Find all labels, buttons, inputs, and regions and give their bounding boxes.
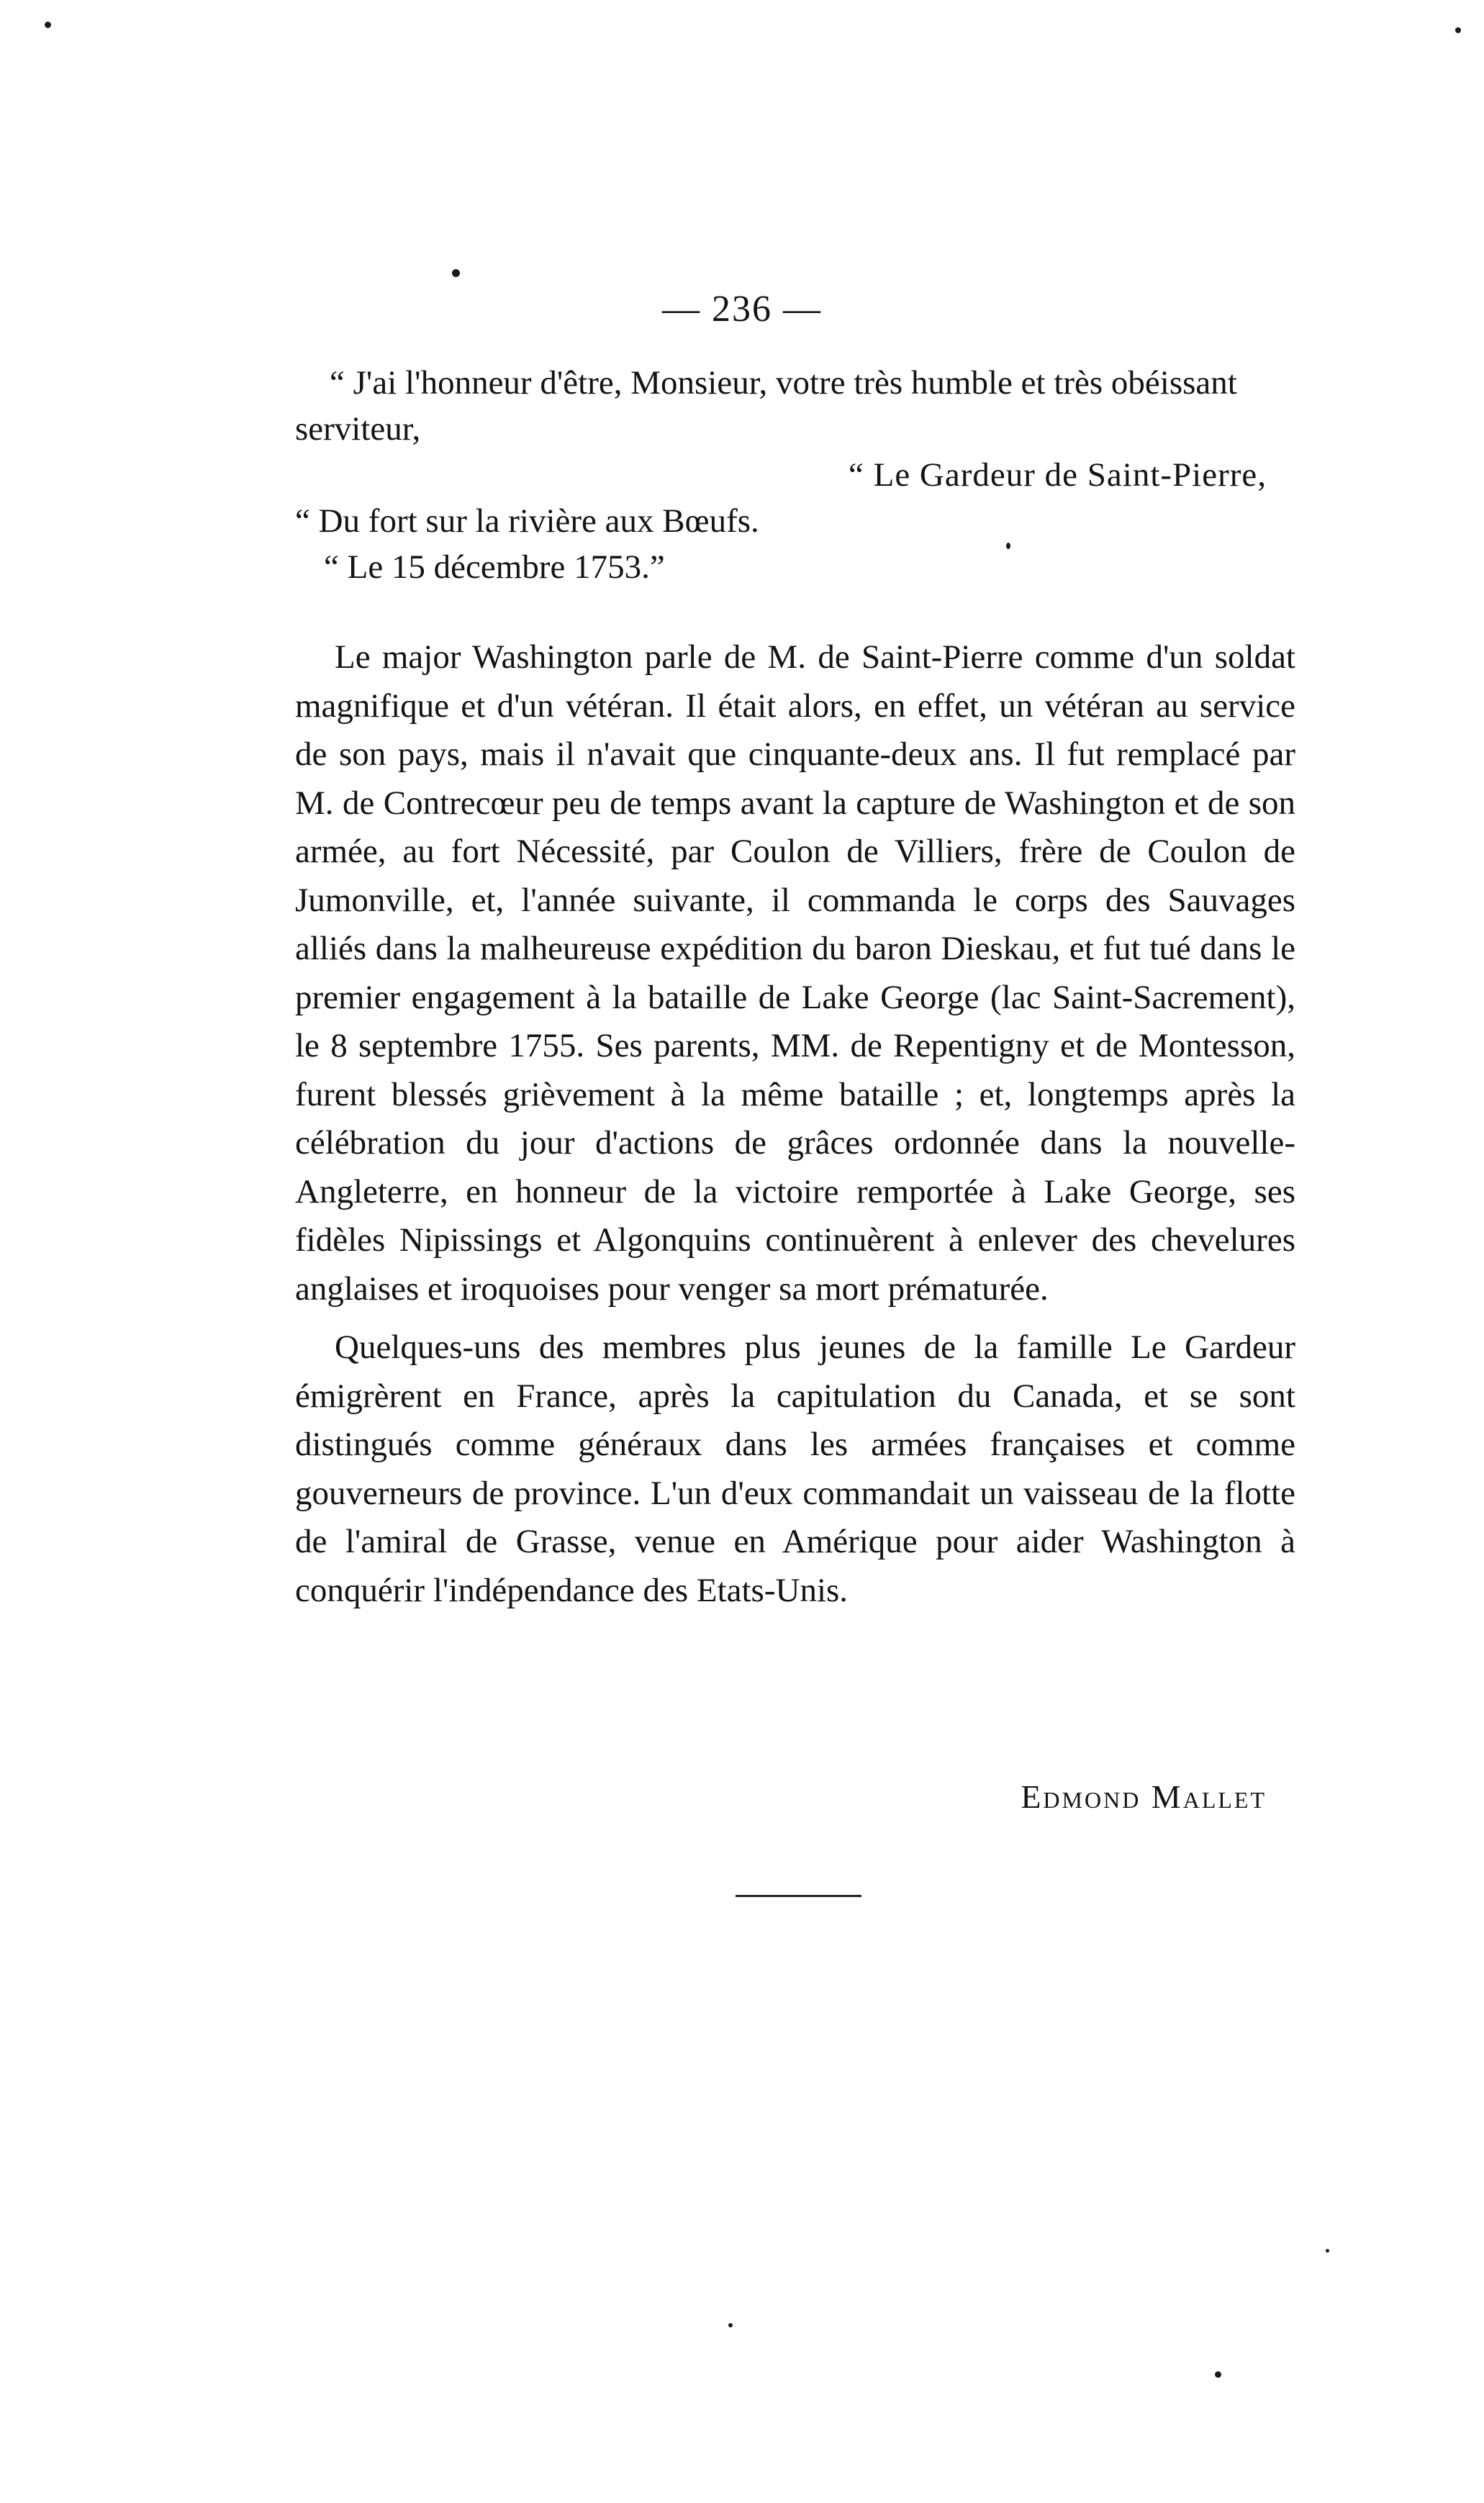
- scan-speck: [45, 22, 51, 28]
- letter-date: “ Le 15 décembre 1753.”: [324, 548, 665, 586]
- scan-speck: [1455, 27, 1461, 33]
- scan-speck: [728, 2323, 733, 2327]
- scan-speck: [1006, 543, 1010, 549]
- scan-speck: [1215, 2371, 1221, 2378]
- letter-closing: “ J'ai l'honneur d'être, Monsieur, votre très humble et très obéissant serviteur,: [295, 364, 1237, 448]
- scan-speck: [1326, 2249, 1329, 2253]
- scan-speck: [452, 269, 460, 277]
- letter-signature: “ Le Gardeur de Saint-Pierre,: [849, 456, 1267, 494]
- body-text: [295, 633, 1295, 1625]
- end-rule: [736, 1895, 861, 1897]
- page-number: — 236 —: [662, 289, 822, 330]
- paragraph: Quelques-uns des membres plus jeunes de la famille Le Gardeur émigrèrent en France, après la capitulation du Canada, et se sont distingués comme généraux dans les armées françaises et comme gouverneurs de province. L'un d'eux commandait un vaisseau de la flotte de l'amiral de Grasse, venue en Amérique pour aider Washington à conquérir l'indépendance des Etats-Unis.: [295, 1329, 1295, 1609]
- letter-closing-block: [295, 360, 1295, 590]
- letter-place: “ Du fort sur la rivière aux Bœufs.: [295, 502, 759, 540]
- author-signature: Edmond Mallet: [1021, 1778, 1267, 1815]
- paragraph: Le major Washington parle de M. de Saint-Pierre comme d'un soldat magnifique et d'un vétéran. Il était alors, en effet, un vétéran au service de son pays, mais il n'avait que cinquante-deux ans. Il fut remplacé par M. de Contrecœur peu de temps avant la capture de Washington et de son armée, au fort Nécessité, par Coulon de Villiers, frère de Coulon de Jumonville, et, l'année suivante, il commanda le corps des Sauvages alliés dans la malheureuse expédition du baron Dieskau, et fut tué dans le premier engagement à la bataille de Lake George (lac Saint-Sacrement), le 8 septembre 1755. Ses parents, MM. de Repentigny et de Montesson, furent blessés grièvement à la même bataille ; et, longtemps après la célébration du jour d'actions de grâces ordonnée dans la nouvelle-Angleterre, en honneur de la victoire remportée à Lake George, ses fidèles Nipissings et Algonquins continuèrent à enlever des chevelures anglaises et iroquoises pour venger sa mort prématurée.: [295, 638, 1295, 1308]
